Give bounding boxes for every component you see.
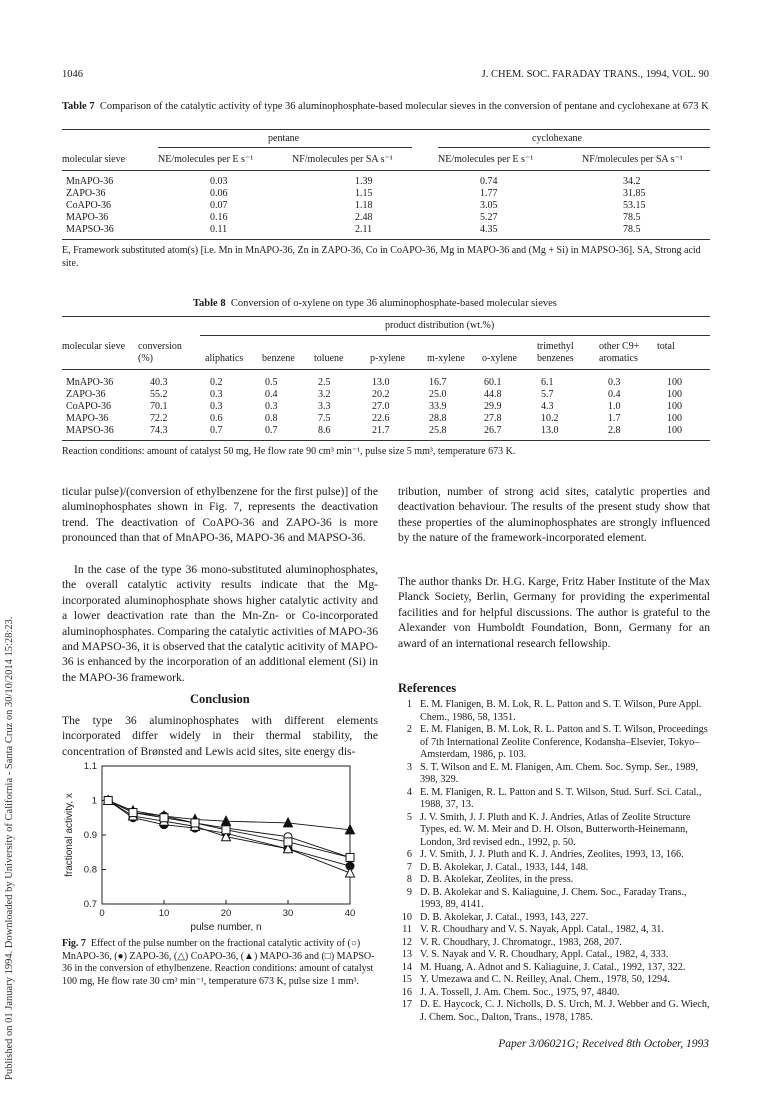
table8-cell: 0.3 — [210, 389, 223, 400]
table8-cell: 2.5 — [318, 377, 331, 388]
table8-cell: 60.1 — [484, 377, 502, 388]
data-point-mapso36 — [284, 838, 292, 846]
table7-cell: 2.48 — [355, 212, 373, 223]
reference-item — [398, 987, 710, 1000]
reference-text: M. Huang, A. Adnot and S. Kaliaguine, J. Catal., 1992, 137, 322. — [420, 961, 686, 973]
table7-cell: 0.74 — [480, 176, 498, 187]
reference-number: 5 — [406, 811, 412, 823]
reference-item — [398, 762, 710, 787]
table7-cell: 0.07 — [210, 200, 228, 211]
data-point-mapso36 — [160, 814, 168, 822]
reference-number: 13 — [401, 949, 412, 960]
table8-col-header: m-xylene — [427, 353, 465, 364]
table7-col-sieve: molecular sieve — [62, 154, 126, 165]
reference-text: J. V. Smith, J. J. Pluth and K. J. Andries, Zeolites, 1993, 13, 166. — [420, 849, 684, 860]
table8-label: Table 8 — [193, 298, 226, 309]
reference-number: 17 — [401, 999, 412, 1010]
reference-item — [398, 887, 710, 912]
data-point-mapso36 — [104, 797, 112, 805]
table8-cell: 16.7 — [429, 377, 447, 388]
table8-row-label: MnAPO-36 — [66, 377, 114, 388]
table8-header-rule — [62, 369, 710, 370]
table7-cell: 53.15 — [623, 200, 646, 211]
table7-cell: 1.39 — [355, 176, 373, 187]
table8-cell: 74.3 — [150, 425, 168, 436]
x-tick-label: 20 — [220, 908, 232, 919]
reference-text: J. A. Tossell, J. Am. Chem. Soc., 1975, 97, 4840. — [420, 986, 620, 998]
reference-text: V. S. Nayak and V. R. Choudhary, Appl. Catal., 1982, 4, 333. — [420, 949, 669, 960]
reference-number: 2 — [406, 724, 412, 735]
table8-col-header: other C9+ aromatics — [599, 341, 640, 364]
table8-col-header: benzene — [262, 353, 295, 364]
references-heading: References — [398, 681, 457, 695]
table8-cell: 100 — [667, 401, 682, 412]
table8-col-header: total — [657, 341, 675, 352]
table8-cell: 0.4 — [265, 389, 278, 400]
body-paragraph-right: tribution, number of strong acid sites, catalytic properties and deactivation behaviour. The results of the present study show that these properties of the aluminophosphates are strongly influenced by the nature of the framework-incorporated element. — [398, 485, 710, 545]
reference-number: 7 — [406, 861, 412, 873]
table8-cell: 27.0 — [372, 401, 390, 412]
table7-note: E, Framework substituted atom(s) [i.e. Mn in MnAPO-36, Zn in ZAPO-36, Co in CoAPO-36, Mg in MAPO-36 and (Mg + Si) in MAPSO-36]. SA, Strong acid site. — [62, 245, 701, 269]
table8-col-header: aliphatics — [205, 353, 244, 364]
fig7-caption-text: Effect of the pulse number on the fractional catalytic activity of (○) MnAPO-36, (●) ZAPO-36, (△) CoAPO-36, (▲) MAPO-36 and (□) MAPSO-36 in the conversion of ethylbenzene. Reaction conditions: amount of catalyst 100 mg, He flow rate 30 cm³ min⁻¹, temperature 673 K, pulse size 1 mm³. — [62, 938, 375, 987]
table8-cell: 0.7 — [265, 425, 278, 436]
table8-cell: 0.3 — [608, 377, 621, 388]
reference-item — [398, 962, 710, 975]
table8-cell: 7.5 — [318, 413, 331, 424]
table7-row-label: MAPSO-36 — [66, 224, 114, 235]
table7-group-rule-pentane — [158, 147, 412, 148]
reference-number: 4 — [406, 786, 412, 798]
table7-bottom-rule — [62, 239, 710, 240]
table8-cell: 1.0 — [608, 401, 621, 412]
table7-row-label: CoAPO-36 — [66, 200, 112, 211]
series-line-coapo36 — [108, 801, 350, 873]
table8-cell: 4.3 — [541, 401, 554, 412]
data-point-mapso36 — [222, 826, 230, 834]
table8-cell: 40.3 — [150, 377, 168, 388]
reference-number: 11 — [402, 924, 412, 935]
reference-text: D. B. Akolekar, J. Catal., 1993, 143, 227. — [420, 911, 589, 923]
table8-cell: 8.6 — [318, 425, 331, 436]
table7-cell: 31.85 — [623, 188, 646, 199]
reference-number: 6 — [406, 849, 412, 860]
table8-cell: 0.8 — [265, 413, 278, 424]
table8-cell: 44.8 — [484, 389, 502, 400]
table8-cell: 26.7 — [484, 425, 502, 436]
reference-text: E. M. Flanigen, R. L. Patton and S. T. Wilson, Stud. Surf. Sci. Catal., 1988, 37, 13. — [420, 786, 702, 810]
table8-cell: 0.7 — [210, 425, 223, 436]
reference-item — [398, 862, 710, 875]
reference-item — [398, 999, 710, 1024]
reference-item — [398, 924, 710, 937]
table8-cell: 100 — [667, 389, 682, 400]
body-paragraph-1: ticular pulse)/(conversion of ethylbenzene for the first pulse)] of the aluminophosphates shown in Fig. 7, represents the deactivation trend. The deactivation of CoAPO-36 and ZAPO-36 is more pronounced than that of MnAPO-36, MAPO-36 and MAPSO-36. — [62, 485, 378, 545]
body-paragraph-2: In the case of the type 36 mono-substituted aluminophosphates, the overall catalytic activity results indicate that the Mg-incorporated aluminophosphate shows higher catalytic activity and a lower deactivation rate than the Mn-Zn- or Co-incorporated aluminophosphates. Comparing the catalytic activities of MAPO-36 and MAPSO-36, it is observed that the catalytic acitivity of MAPO-36 is enhanced by the incorporation of an additional element (Si) in the MAPO-36 framework. — [62, 563, 378, 684]
table7-cell: 0.03 — [210, 176, 228, 187]
table8-cell: 22.6 — [372, 413, 390, 424]
table8-cell: 0.3 — [265, 401, 278, 412]
table8-cell: 2.8 — [608, 425, 621, 436]
table7-cell: 2.11 — [355, 224, 373, 235]
table7-group-pentane: pentane — [268, 133, 300, 144]
table8-group: product distribution (wt.%) — [385, 320, 495, 331]
table8-cell: 72.2 — [150, 413, 168, 424]
table7-caption-text: Comparison of the catalytic activity of type 36 aluminophosphate-based molecular sieves in the conversion of pentane and cyclohexane at 673 K — [99, 101, 709, 112]
table7-cell: 1.18 — [355, 200, 373, 211]
reference-text: D. E. Haycock, C. J. Nicholls, D. S. Urch, M. J. Webber and G. Wiech, J. Chem. Soc., Dalton, Trans., 1978, 1785. — [420, 999, 710, 1023]
y-tick-label: 0.9 — [83, 830, 97, 841]
paper-id: Paper 3/06021G; Received 8th October, 1993 — [498, 1038, 709, 1050]
reference-text: V. R. Choudhary, J. Chromatogr., 1983, 268, 207. — [420, 936, 622, 948]
x-tick-label: 30 — [282, 908, 294, 919]
table7-col-ne-cyclohexane: NE/molecules per E s⁻¹ — [438, 154, 534, 165]
table8-cell: 28.8 — [429, 413, 447, 424]
table8-cell: 29.9 — [484, 401, 502, 412]
reference-number: 16 — [401, 986, 412, 998]
reference-item — [398, 849, 710, 862]
table8-cell: 0.6 — [210, 413, 223, 424]
sidebar-download-note: Published on 01 January 1994. Downloaded by University of California - Santa Cruz on 30/10/2014 15:28:23. — [4, 616, 15, 1080]
page-number: 1046 — [62, 69, 83, 80]
fig7-caption — [62, 938, 378, 988]
table8-cell: 25.8 — [429, 425, 447, 436]
table8-cell: 100 — [667, 377, 682, 388]
reference-text: D. B. Akolekar and S. Kaliaguine, J. Chem. Soc., Faraday Trans., 1993, 89, 4141. — [420, 886, 687, 910]
data-point-mapso36 — [346, 853, 354, 861]
acknowledgement: The author thanks Dr. H.G. Karge, Fritz Haber Institute of the Max Planck Society, Berlin, Germany for providing the experimental facilities and for helpful discussions. The author is grateful to the Alexander von Humboldt Foundation, Bonn, Germany for an award of an international research fellowship. — [398, 575, 710, 650]
table7-cell: 1.15 — [355, 188, 373, 199]
table7-cell: 78.5 — [623, 224, 641, 235]
table8-cell: 27.8 — [484, 413, 502, 424]
table7-col-nf-pentane: NF/molecules per SA s⁻¹ — [292, 154, 393, 165]
reference-text: S. T. Wilson and E. M. Flanigen, Am. Chem. Soc. Symp. Ser., 1989, 398, 329. — [420, 761, 699, 785]
table8-cell: 0.4 — [608, 389, 621, 400]
table8-col-header: o-xylene — [482, 353, 517, 364]
table8-cell: 6.1 — [541, 377, 554, 388]
table8-cell: 3.3 — [318, 401, 331, 412]
table8-cell: 0.5 — [265, 377, 278, 388]
reference-number: 10 — [401, 911, 412, 923]
table7-cell: 78.5 — [623, 212, 641, 223]
reference-item — [398, 699, 710, 724]
y-tick-label: 1.1 — [83, 761, 97, 772]
table8-caption-text: Conversion of o-xylene on type 36 aluminophosphate-based molecular sieves — [230, 298, 557, 309]
table7-cell: 34.2 — [623, 176, 641, 187]
table7-cell: 0.06 — [210, 188, 228, 199]
table8-row-label: MAPSO-36 — [66, 425, 114, 436]
table7-row-label: MAPO-36 — [66, 212, 109, 223]
reference-item — [398, 812, 710, 850]
x-tick-label: 10 — [158, 908, 170, 919]
reference-item — [398, 787, 710, 812]
reference-text: V. R. Choudhary and V. S. Nayak, Appl. Catal., 1982, 4, 31. — [420, 924, 664, 935]
table8-row-label: CoAPO-36 — [66, 401, 112, 412]
table7-caption — [62, 100, 710, 113]
reference-text: J. V. Smith, J. J. Pluth and K. J. Andries, Atlas of Zeolite Structure Types, ed. W. M. Meir and D. H. Olson, Butterworth-Heinemann, London, 3rd revised edn., 1992, p. 50. — [420, 811, 691, 848]
table8-cell: 55.2 — [150, 389, 168, 400]
data-point-mapso36 — [191, 819, 199, 827]
table7-col-nf-cyclohexane: NF/molecules per SA s⁻¹ — [582, 154, 683, 165]
y-axis-label: fractional activity, x — [64, 793, 75, 877]
table7-row-label: MnAPO-36 — [66, 176, 114, 187]
reference-text: D. B. Akolekar, Zeolites, in the press. — [420, 874, 574, 885]
reference-number: 3 — [406, 761, 412, 773]
table8-cell: 25.0 — [429, 389, 447, 400]
reference-item — [398, 974, 710, 987]
table7-col-ne-pentane: NE/molecules per E s⁻¹ — [158, 154, 254, 165]
conclusion-paragraph: The type 36 aluminophosphates with different elements incorporated differ widely in their thermal stability, the concentration of Brønsted and Lewis acid sites, site energy dis- — [62, 714, 378, 758]
reference-text: D. B. Akolekar, J. Catal., 1933, 144, 148. — [420, 861, 589, 873]
reference-item — [398, 874, 710, 887]
journal-header: J. CHEM. SOC. FARADAY TRANS., 1994, VOL. 90 — [481, 69, 709, 80]
table7-top-rule — [62, 129, 710, 130]
table7-cell: 4.35 — [480, 224, 498, 235]
table8-row-label: MAPO-36 — [66, 413, 109, 424]
reference-text: E. M. Flanigen, B. M. Lok, R. L. Patton and S. T. Wilson, Pure Appl. Chem., 1986, 58, 1351. — [420, 699, 702, 723]
data-point-coapo36 — [346, 868, 355, 877]
table8-col-header: toluene — [314, 353, 344, 364]
references-list — [398, 699, 710, 1024]
reference-item — [398, 937, 710, 950]
reference-number: 8 — [406, 874, 412, 885]
reference-item — [398, 949, 710, 962]
reference-text: Y. Umezawa and C. N. Reilley, Anal. Chem., 1978, 50, 1294. — [420, 974, 670, 985]
table7-cell: 3.05 — [480, 200, 498, 211]
table8-cell: 100 — [667, 413, 682, 424]
table8-cell: 5.7 — [541, 389, 554, 400]
table8-row-label: ZAPO-36 — [66, 389, 106, 400]
y-tick-label: 0.8 — [83, 864, 97, 876]
table8-bottom-rule — [62, 440, 710, 441]
table7-cell: 0.16 — [210, 212, 228, 223]
data-point-mapso36 — [129, 809, 137, 817]
reference-number: 12 — [401, 936, 412, 948]
table8-note: Reaction conditions: amount of catalyst 50 mg, He flow rate 90 cm³ min⁻¹, pulse size 5 mm³, temperature 673 K. — [62, 446, 516, 457]
table8-cell: 10.2 — [541, 413, 559, 424]
reference-text: E. M. Flanigen, B. M. Lok, R. L. Patton and S. T. Wilson, Proceedings of 7th International Zeolite Conference, Kodansha–Elsevier, Tokyo–Amsterdam, 1986, p. 103. — [420, 724, 708, 760]
table7-group-rule-cyclohexane — [438, 147, 710, 148]
table8-cell: 3.2 — [318, 389, 331, 400]
table8-cell: 20.2 — [372, 389, 390, 400]
table8-top-rule — [62, 316, 710, 317]
table8-cell: 0.3 — [210, 401, 223, 412]
table8-col-header: p-xylene — [370, 353, 405, 364]
table8-col-header: molecular sieve — [62, 341, 126, 352]
fig7-label: Fig. 7 — [62, 938, 86, 949]
reference-item — [398, 912, 710, 925]
y-tick-label: 0.7 — [83, 899, 97, 910]
x-tick-label: 0 — [99, 908, 105, 919]
table8-cell: 70.1 — [150, 401, 168, 412]
x-axis-label: pulse number, n — [190, 922, 262, 933]
table8-cell: 21.7 — [372, 425, 390, 436]
table7-row-label: ZAPO-36 — [66, 188, 106, 199]
table7-group-cyclohexane: cyclohexane — [532, 133, 582, 144]
x-tick-label: 40 — [344, 908, 356, 919]
table8-cell: 100 — [667, 425, 682, 436]
table7-cell: 0.11 — [210, 224, 228, 235]
conclusion-heading: Conclusion — [190, 692, 250, 706]
table8-cell: 0.2 — [210, 377, 223, 388]
table8-col-header: conversion (%) — [138, 341, 182, 364]
table8-cell: 1.7 — [608, 413, 621, 424]
table8-cell: 13.0 — [541, 425, 559, 436]
table7-label: Table 7 — [62, 101, 95, 112]
reference-number: 15 — [401, 974, 412, 985]
table8-col-header: trimethyl benzenes — [537, 341, 574, 364]
reference-item — [398, 724, 710, 762]
table8-caption — [193, 297, 557, 310]
table8-group-rule — [200, 335, 710, 336]
table7-cell: 1.77 — [480, 188, 498, 199]
table8-cell: 13.0 — [372, 377, 390, 388]
fig7-chart — [60, 758, 382, 934]
table7-cell: 5.27 — [480, 212, 498, 223]
reference-number: 14 — [401, 961, 412, 973]
y-tick-label: 1 — [91, 795, 97, 807]
reference-number: 1 — [406, 699, 412, 710]
table8-cell: 33.9 — [429, 401, 447, 412]
reference-number: 9 — [406, 886, 412, 898]
table7-header-rule — [62, 170, 710, 171]
